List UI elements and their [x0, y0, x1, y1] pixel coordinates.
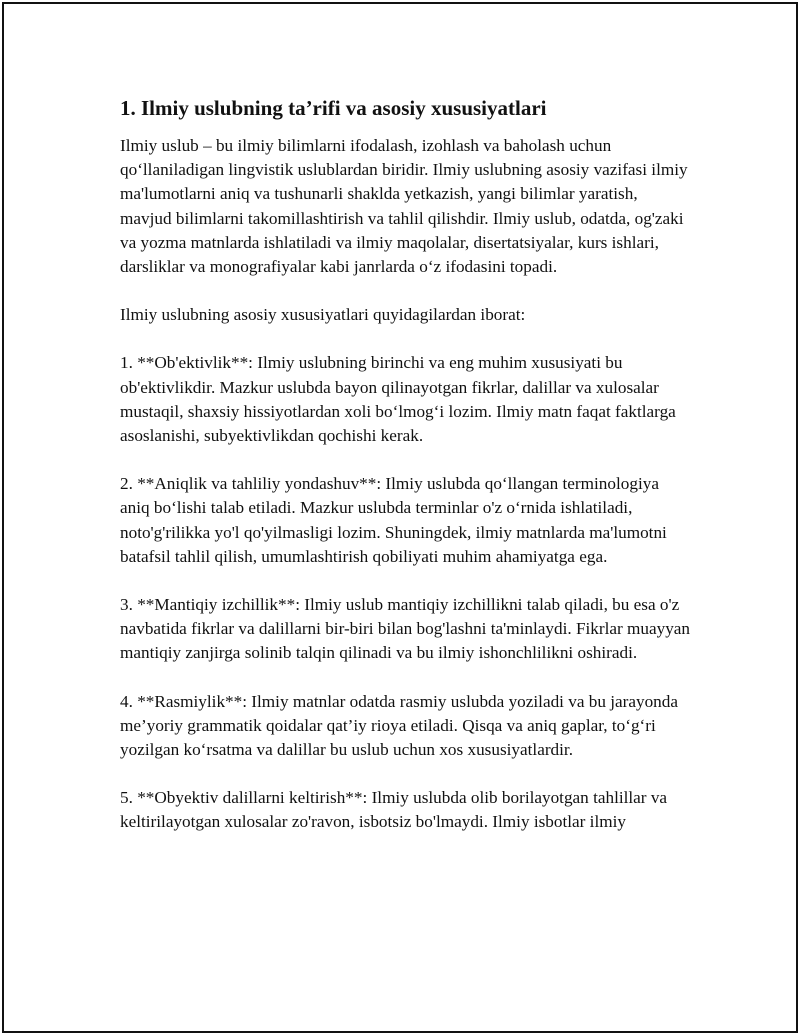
paragraph-intro: Ilmiy uslub – bu ilmiy bilimlarni ifodalash, izohlash va baholash uchun qo‘llaniladigan lingvistik uslublardan biridir. Ilmiy uslubning asosiy vazifasi ilmiy ma'lumotlarni aniq va tushunarli shaklda yetkazish, yangi bilimlar yaratish, mavjud bilimlarni takomillashtirish va tahlil qilishdir. Ilmiy uslub, odatda, og'zaki va yozma matnlarda ishlatiladi va ilmiy maqolalar, disertatsiyalar, kurs ishlari, darsliklar va monografiyalar kabi janrlarda o‘z ifodasini topadi. — [120, 136, 688, 277]
paragraph-item-logic: 3. **Mantiqiy izchillik**: Ilmiy uslub mantiqiy izchillikni talab qiladi, bu esa o'z navbatida fikrlar va dalillarni bir-biri bilan bog'lashni ta'minlaydi. Fikrlar muayyan mantiqiy zanjirga solinib talqin qilinadi va bu ilmiy ishonchlilikni oshiradi. — [120, 595, 691, 663]
paragraph-item-precision: 2. **Aniqlik va tahliliy yondashuv**: Ilmiy uslubda qo‘llangan terminologiya aniq bo‘lishi talab etiladi. Mazkur uslubda terminlar o'z o‘rnida ishlatiladi, noto'g'rilikka yo'l qo'yilmasligi lozim. Shuningdek, ilmiy matnlarda ma'lumotni batafsil tahlil qilish, umumlashtirish qobiliyati muhim ahamiyatga ega. — [120, 474, 667, 566]
paragraph-list-lead: Ilmiy uslubning asosiy xususiyatlari quyidagilardan iborat: — [120, 305, 526, 325]
document-body — [120, 94, 692, 859]
section-title: 1. Ilmiy uslubning ta’rifi va asosiy xususiyatlari — [120, 96, 547, 120]
paragraph-item-formality: 4. **Rasmiylik**: Ilmiy matnlar odatda rasmiy uslubda yoziladi va bu jarayonda me’yoriy grammatik qoidalar qat’iy rioya etiladi. Qisqa va aniq gaplar, to‘g‘ri yozilgan ko‘rsatma va dalillar bu uslub uchun xos xususiyatlardir. — [120, 691, 678, 760]
document-page — [2, 2, 798, 1033]
paragraph-item-objectivity: 1. **Ob'ektivlik**: Ilmiy uslubning birinchi va eng muhim xususiyati bu ob'ektivlikdir. Mazkur uslubda bayon qilinayotgan fikrlar, dalillar va xulosalar mustaqil, shaxsiy hissiyotlardan xoli bo‘lmog‘i lozim. Ilmiy matn faqat faktlarga asoslanishi, subyektivlikdan qochishi kerak. — [120, 353, 676, 446]
paragraph-item-evidence: 5. **Obyektiv dalillarni keltirish**: Ilmiy uslubda olib borilayotgan tahlillar va keltirilayotgan xulosalar zo'ravon, isbotsiz bo'lmaydi. Ilmiy isbotlar ilmiy — [120, 788, 668, 832]
